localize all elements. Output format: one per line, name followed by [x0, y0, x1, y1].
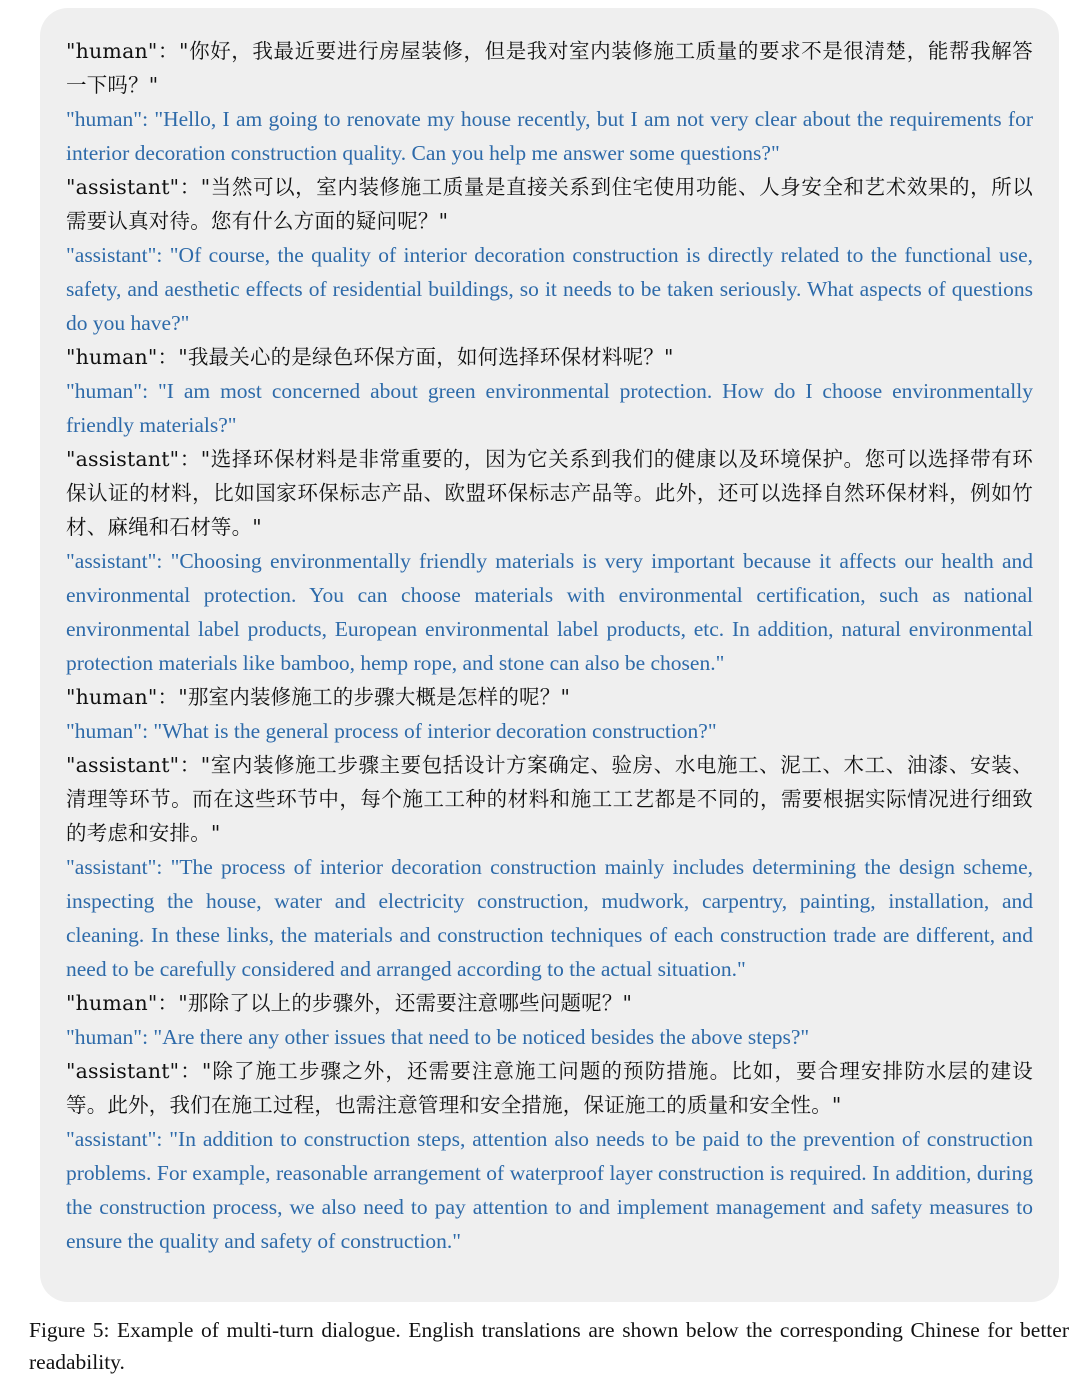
dialogue-turn-en-6: "assistant": "The process of interior decoration construction mainly includes determining the design scheme, inspecting the house, water and electricity construction, mudwork, carpentry, painting, installation, and cleaning. In these links, the materials and construction techniques of each construction trade are different, and need to be carefully considered and arranged according to the actual situation." — [66, 855, 1033, 981]
dialogue-box — [40, 8, 1059, 1302]
dialogue-turn-zh-7: "human"："那除了以上的步骤外，还需要注意哪些问题呢？" — [66, 991, 633, 1015]
dialogue-turn-zh-2: "assistant"："当然可以，室内装修施工质量是直接关系到住宅使用功能、人身安全和艺术效果的，所以需要认真对待。您有什么方面的疑问呢？" — [66, 175, 1033, 233]
dialogue-turn-en-8: "assistant": "In addition to construction steps, attention also needs to be paid to the prevention of construction problems. For example, reasonable arrangement of waterproof layer construction is required. In addition, during the construction process, we also need to pay attention to and implement management and safety measures to ensure the quality and safety of construction." — [66, 1127, 1033, 1253]
figure-caption: Figure 5: Example of multi-turn dialogue. English translations are shown below the corresponding Chinese for better readability. — [29, 1318, 1069, 1374]
dialogue-turn-zh-4: "assistant"："选择环保材料是非常重要的，因为它关系到我们的健康以及环境保护。您可以选择带有环保认证的材料，比如国家环保标志产品、欧盟环保标志产品等。此外，还可以选择自然环保材料，例如竹材、麻绳和石材等。" — [66, 447, 1033, 539]
dialogue-turn-en-3: "human": "I am most concerned about green environmental protection. How do I choose environmentally friendly materials?" — [66, 379, 1033, 437]
dialogue-turn-zh-1: "human"："你好，我最近要进行房屋装修，但是我对室内装修施工质量的要求不是很清楚，能帮我解答一下吗？" — [66, 39, 1033, 97]
dialogue-turn-zh-3: "human"："我最关心的是绿色环保方面，如何选择环保材料呢？" — [66, 345, 674, 369]
dialogue-turn-zh-5: "human"："那室内装修施工的步骤大概是怎样的呢？" — [66, 685, 571, 709]
dialogue-turn-en-4: "assistant": "Choosing environmentally friendly materials is very important because it affects our health and environmental protection. You can choose materials with environmental certification, such as national environmental label products, European environmental label products, etc. In addition, natural environmental protection materials like bamboo, hemp rope, and stone can also be chosen." — [66, 549, 1033, 675]
dialogue-turn-en-5: "human": "What is the general process of interior decoration construction?" — [66, 719, 717, 743]
dialogue-turn-en-7: "human": "Are there any other issues that need to be noticed besides the above steps?" — [66, 1025, 810, 1049]
dialogue-turn-zh-6: "assistant"："室内装修施工步骤主要包括设计方案确定、验房、水电施工、泥工、木工、油漆、安装、清理等环节。而在这些环节中，每个施工工种的材料和施工工艺都是不同的，需要根据实际情况进行细致的考虑和安排。" — [66, 753, 1033, 845]
dialogue-turn-en-2: "assistant": "Of course, the quality of interior decoration construction is directly related to the functional use, safety, and aesthetic effects of residential buildings, so it needs to be taken seriously. What aspects of questions do you have?" — [66, 243, 1033, 335]
dialogue-turn-zh-8: "assistant"："除了施工步骤之外，还需要注意施工问题的预防措施。比如，要合理安排防水层的建设等。此外，我们在施工过程，也需注意管理和安全措施，保证施工的质量和安全性。" — [66, 1059, 1033, 1117]
dialogue-turn-en-1: "human": "Hello, I am going to renovate my house recently, but I am not very clear about the requirements for interior decoration construction quality. Can you help me answer some questions?" — [66, 107, 1033, 165]
